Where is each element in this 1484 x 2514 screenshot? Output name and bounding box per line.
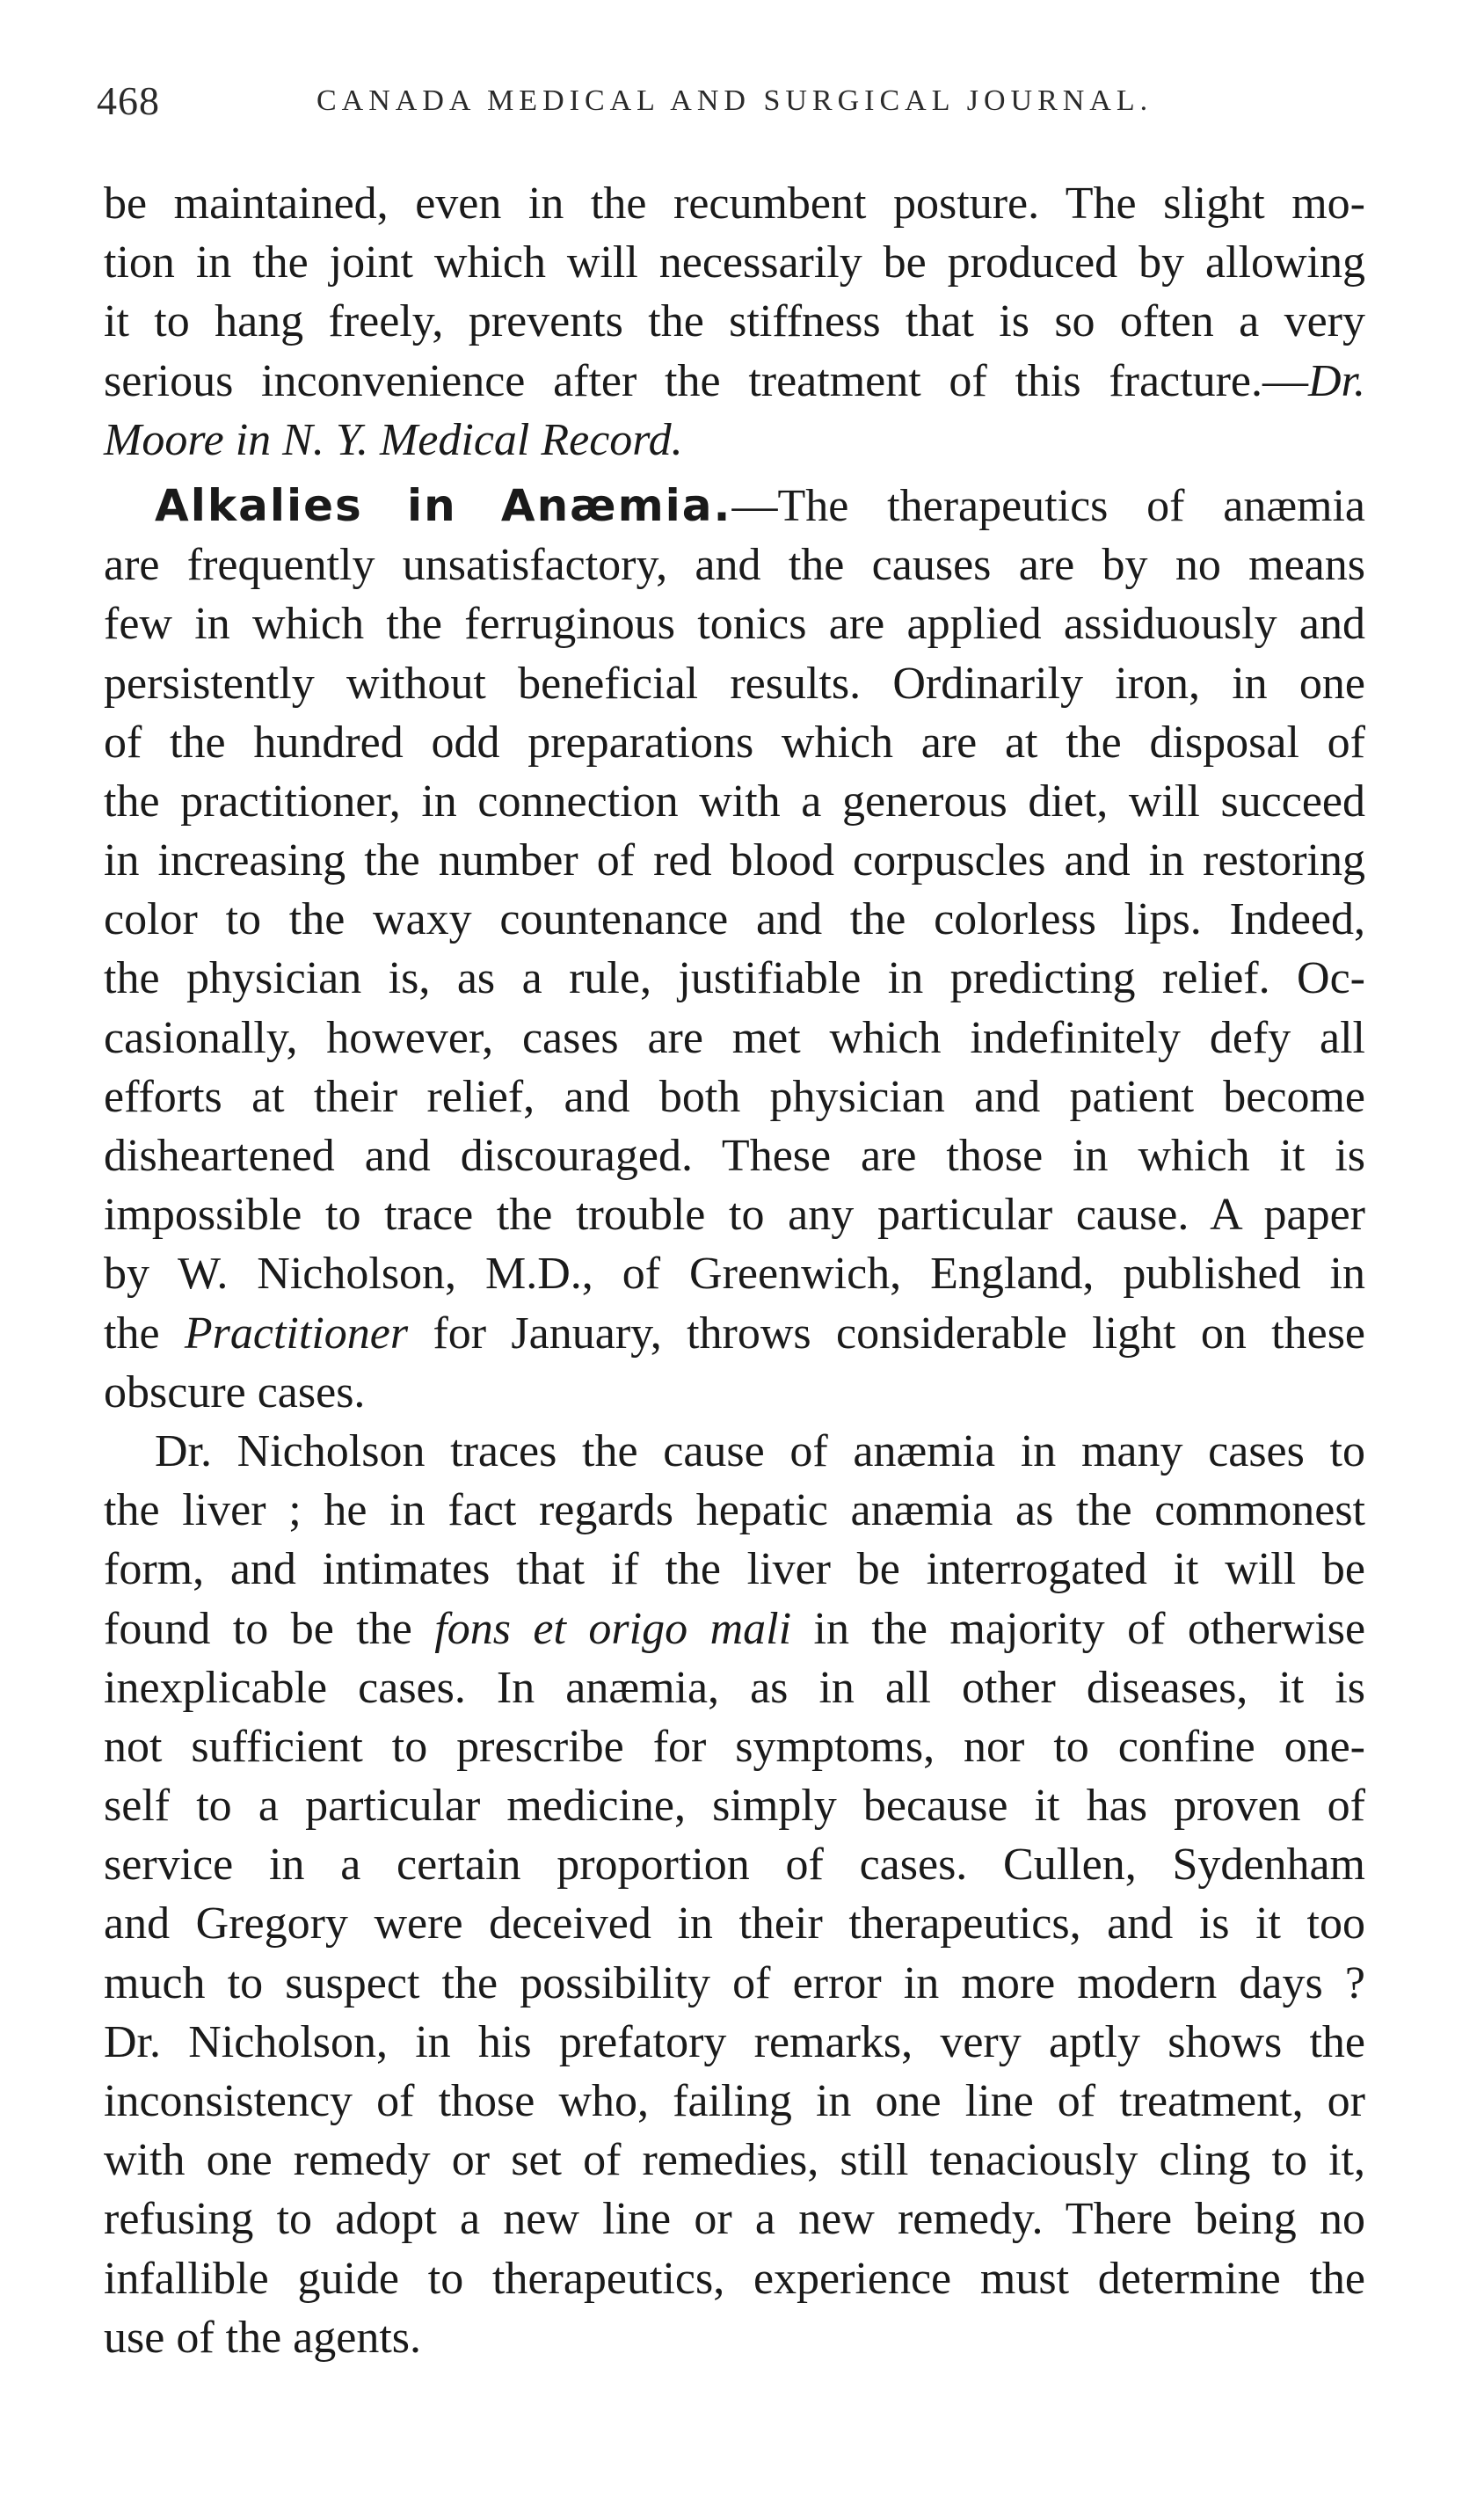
text-line: by W. Nicholson, M.D., of Greenwich, England, published in [104, 1249, 1365, 1300]
heading-dash: — [731, 480, 778, 531]
text-line: service in a certain proportion of cases. Cullen, Sydenham [104, 1840, 1365, 1891]
text-line: not sufficient to prescribe for symptoms, nor to confine one- [104, 1721, 1365, 1772]
text-line: the physician is, as a rule, justifiable in predicting relief. Oc- [104, 953, 1365, 1004]
text-line: disheartened and discouraged. These are those in which it is [104, 1131, 1365, 1181]
text-line: inexplicable cases. In anæmia, as in all other diseases, it is [104, 1662, 1365, 1713]
latin-phrase: fons et origo mali [434, 1603, 792, 1654]
text-line: the liver ; he in fact regards hepatic anæmia as the commonest [104, 1485, 1365, 1536]
text-line: inconsistency of those who, failing in one line of treatment, or [104, 2076, 1365, 2126]
text-line: Dr. Nicholson, in his prefatory remarks, very aptly shows the [104, 2016, 1365, 2067]
citation-source: Moore in N. Y. Medical Record. [104, 414, 683, 465]
text-line: efforts at their relief, and both physician and patient become [104, 1071, 1365, 1122]
body-text [104, 174, 1365, 2367]
text-line: casionally, however, cases are met which indefinitely defy all [104, 1012, 1365, 1063]
text-line: persistently without beneficial results. Ordinarily iron, in one [104, 658, 1365, 709]
text-line: of the hundred odd preparations which are at the disposal of [104, 717, 1365, 768]
text-line: be maintained, even in the recumbent posture. The slight mo- [104, 179, 1365, 229]
text-line: with one remedy or set of remedies, still tenaciously cling to it, [104, 2135, 1365, 2186]
text-line: Dr. Nicholson traces the cause of anæmia in many cases to [155, 1425, 1365, 1476]
text-line [104, 1599, 1365, 1658]
text-fragment: serious inconvenience after the treatment of this fracture.— [104, 355, 1308, 406]
text-fragment: The therapeutics of anæmia [777, 480, 1365, 531]
text-line: infallible guide to therapeutics, experience must determine the [104, 2253, 1365, 2304]
citation-author: Dr. [1307, 355, 1365, 406]
text-line: color to the waxy countenance and the colorless lips. Indeed, [104, 894, 1365, 945]
page-number: 468 [97, 78, 160, 123]
text-fragment: found to be the [104, 1603, 412, 1654]
text-line: refusing to adopt a new line or a new remedy. There being no [104, 2194, 1365, 2245]
text-line: form, and intimates that if the liver be interrogated it will be [104, 1544, 1365, 1595]
text-line: self to a particular medicine, simply because it has proven of [104, 1781, 1365, 1832]
citation-line [104, 411, 1365, 470]
text-line: the practitioner, in connection with a generous diet, will succeed [104, 776, 1365, 827]
text-fragment: for January, throws considerable light on these [433, 1308, 1366, 1359]
running-title: CANADA MEDICAL AND SURGICAL JOURNAL. [316, 84, 1153, 117]
text-line: much to suspect the possibility of error in more modern days ? [104, 1957, 1365, 2008]
page-header [97, 77, 1371, 139]
text-fragment: in the majority of otherwise [813, 1603, 1366, 1654]
text-line: tion in the joint which will necessarily be produced by allowing [104, 237, 1365, 288]
text-fragment: the [104, 1308, 160, 1359]
article-heading: Alkalies in Anæmia. [155, 479, 732, 531]
article-heading-line [104, 477, 1365, 536]
text-line: it to hang freely, prevents the stiffness that is so often a very [104, 296, 1365, 347]
text-line [104, 1304, 1365, 1363]
text-line: and Gregory were deceived in their therapeutics, and is it too [104, 1898, 1365, 1949]
text-line: obscure cases. [104, 1366, 366, 1417]
journal-title: Practitioner [184, 1308, 409, 1359]
text-line: few in which the ferruginous tonics are applied assiduously and [104, 599, 1365, 650]
text-line: in increasing the number of red blood corpuscles and in restoring [104, 835, 1365, 886]
text-line: are frequently unsatisfactory, and the causes are by no means [104, 540, 1365, 591]
text-line: use of the agents. [104, 2312, 422, 2363]
text-line [104, 352, 1365, 411]
text-line: impossible to trace the trouble to any particular cause. A paper [104, 1190, 1365, 1241]
